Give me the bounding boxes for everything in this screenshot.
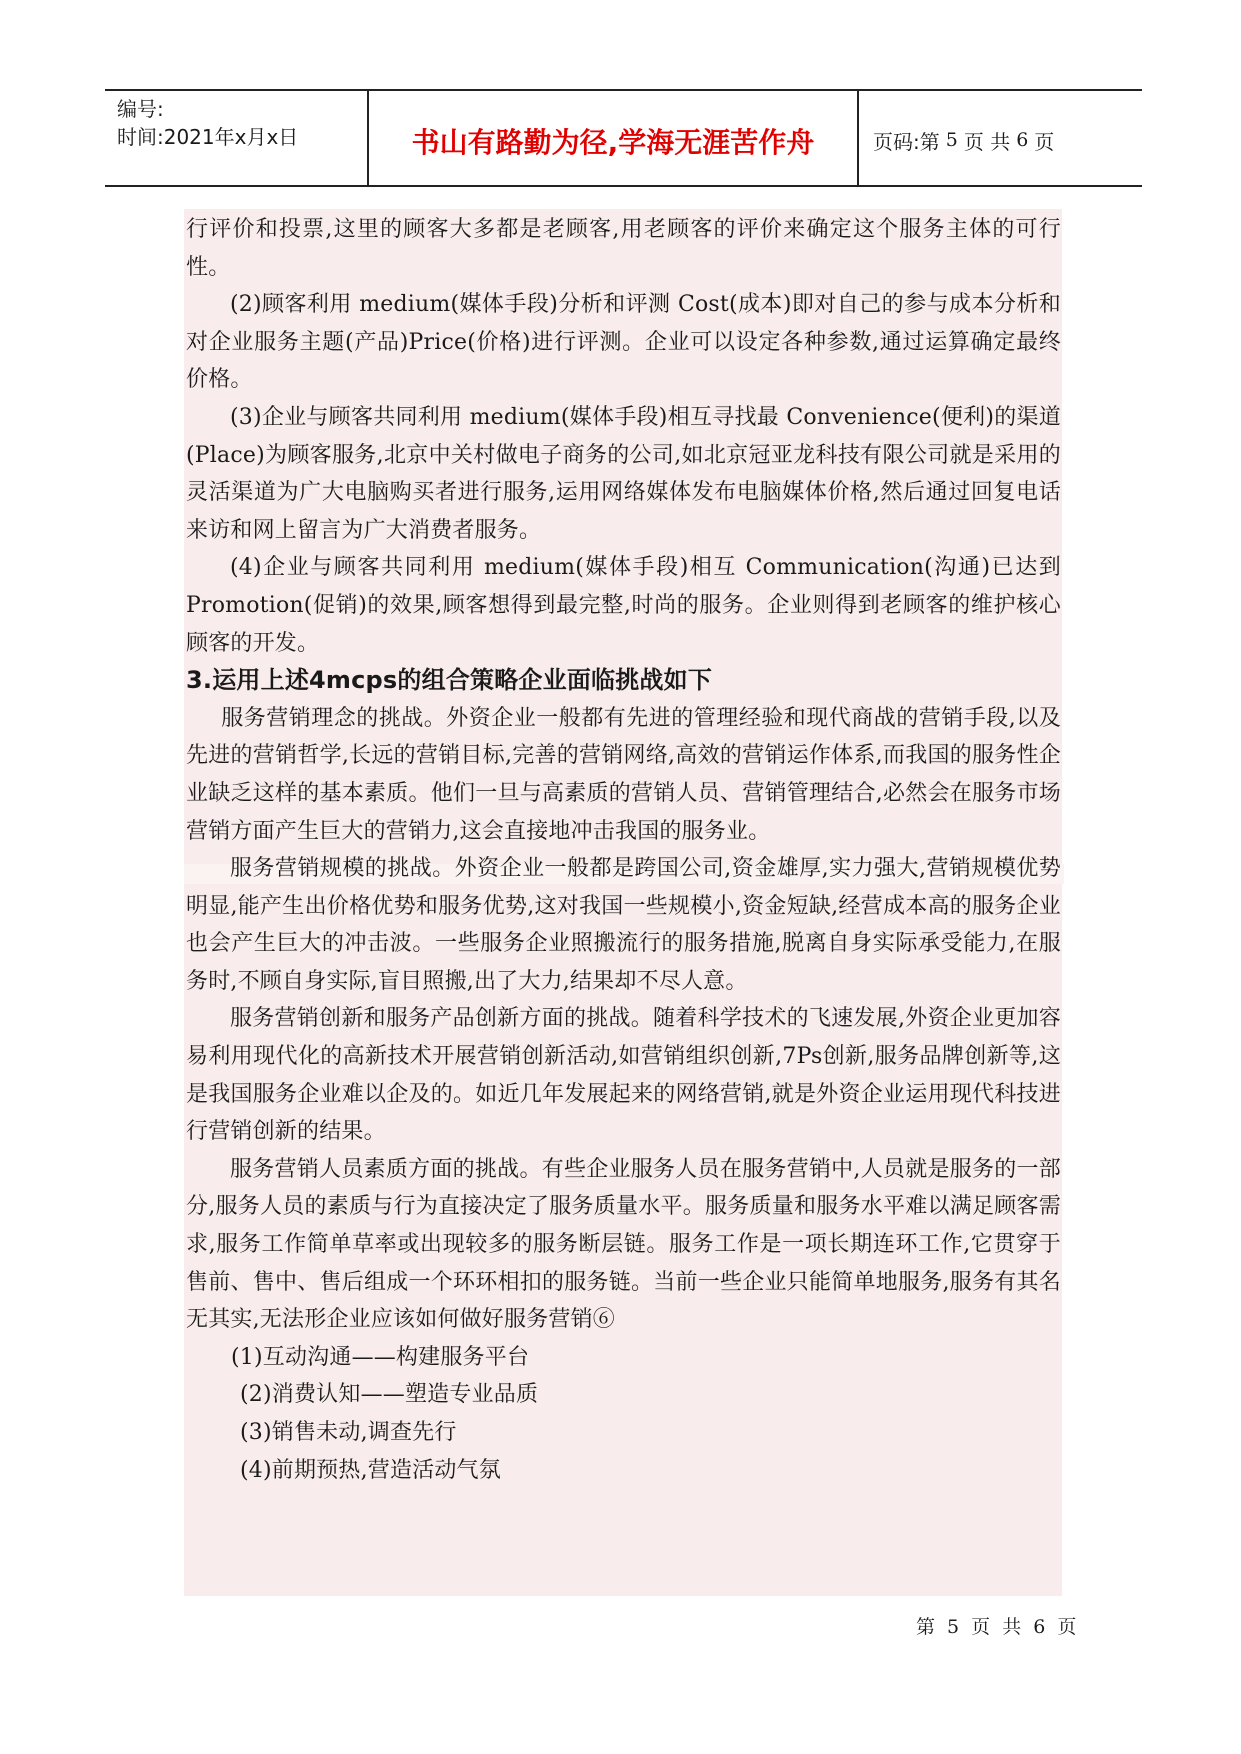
time-label: 时间:2021年x月x日 bbox=[117, 125, 299, 149]
number-label: 编号: bbox=[117, 97, 164, 121]
paragraph: 行评价和投票,这里的顾客大多都是老顾客,用老顾客的评价来确定这个服务主体的可行性。 bbox=[186, 217, 1061, 280]
header-meta bbox=[105, 91, 369, 185]
page-footer: 第 5 页 共 6 页 bbox=[916, 1616, 1077, 1638]
page-total: 6 bbox=[1016, 129, 1029, 151]
paragraph: (2)顾客利用 medium(媒体手段)分析和评测 Cost(成本)即对自己的参与成本分析和对企业服务主题(产品)Price(价格)进行评测。企业可以设定各种参数,通过运算确定最终价格。 bbox=[186, 292, 1061, 393]
page-suffix: 页 bbox=[1034, 129, 1055, 154]
list-item: (1)互动沟通——构建服务平台 bbox=[231, 1344, 530, 1370]
paragraph: (3)企业与顾客共同利用 medium(媒体手段)相互寻找最 Convenience(便利)的渠道(Place)为顾客服务,北京中关村做电子商务的公司,如北京冠亚龙科技有限公司就是采用的灵活渠道为广大电脑购买者进行服务,运用网络媒体发布电脑媒体价格,然后通过回复电话来访和网上留言为广大消费者服务。 bbox=[186, 404, 1061, 543]
page-number: 5 bbox=[945, 129, 958, 151]
list-item: (2)消费认知——塑造专业品质 bbox=[240, 1382, 539, 1408]
paragraph: 服务营销理念的挑战。外资企业一般都有先进的管理经验和现代商战的营销手段,以及先进的营销哲学,长远的营销目标,完善的营销网络,高效的营销运作体系,而我国的服务性企业缺乏这样的基本素质。他们一旦与高素质的营销人员、营销管理结合,必然会在服务市场营销方面产生巨大的营销力,这会直接地冲击我国的服务业。 bbox=[186, 705, 1061, 844]
page-prefix: 页码:第 bbox=[873, 129, 940, 154]
paragraph: 服务营销人员素质方面的挑战。有些企业服务人员在服务营销中,人员就是服务的一部分,服务人员的素质与行为直接决定了服务质量水平。服务质量和服务水平难以满足顾客需求,服务工作简单草率或出现较多的服务断层链。服务工作是一项长期连环工作,它贯穿于售前、售中、售后组成一个环环相扣的服务链。当前一些企业只能简单地服务,服务有其名无其实,无法形企业应该如何做好服务营销⑥ bbox=[186, 1156, 1061, 1333]
paragraph: 服务营销规模的挑战。外资企业一般都是跨国公司,资金雄厚,实力强大,营销规模优势明显,能产生出价格优势和服务优势,这对我国一些规模小,资金短缺,经营成本高的服务企业也会产生巨大的冲击波。一些服务企业照搬流行的服务措施,脱离自身实际承受能力,在服务时,不顾自身实际,盲目照搬,出了大力,结果却不尽人意。 bbox=[186, 856, 1061, 994]
section-heading: 3.运用上述4mcps的组合策略企业面临挑战如下 bbox=[186, 666, 713, 695]
page-header bbox=[105, 89, 1142, 187]
list-item: (3)销售未动,调查先行 bbox=[240, 1420, 457, 1445]
header-page-info bbox=[859, 91, 1142, 185]
page-mid: 页 共 bbox=[963, 129, 1011, 154]
paragraph: 服务营销创新和服务产品创新方面的挑战。随着科学技术的飞速发展,外资企业更加容易利用现代化的高新技术开展营销创新活动,如营销组织创新,7Ps创新,服务品牌创新等,这是我国服务企业难以企及的。如近几年发展起来的网络营销,就是外资企业运用现代科技进行营销创新的结果。 bbox=[186, 1006, 1061, 1145]
document-body bbox=[186, 211, 1061, 1489]
header-motto: 书山有路勤为径,学海无涯苦作舟 bbox=[369, 91, 859, 185]
paragraph: (4)企业与顾客共同利用 medium(媒体手段)相互 Communication(沟通)已达到 Promotion(促销)的效果,顾客想得到最完整,时尚的服务。企业则得到老顾客的维护核心顾客的开发。 bbox=[186, 555, 1061, 656]
list-item: (4)前期预热,营造活动气氛 bbox=[240, 1457, 501, 1483]
